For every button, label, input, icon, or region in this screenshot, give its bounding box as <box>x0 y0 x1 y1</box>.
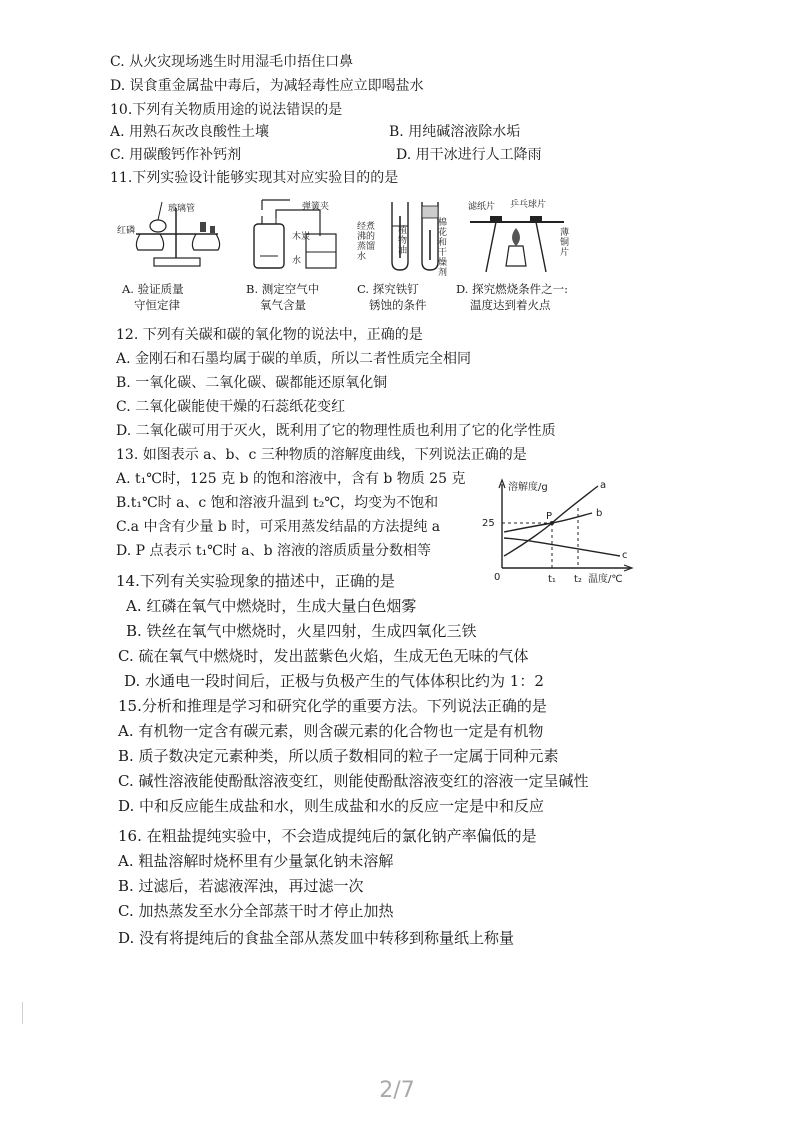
q11-c-caption-1: C. 探究铁钉 <box>357 282 419 296</box>
q9-option-c: C. 从火灾现场逃生时用湿毛巾捂住口鼻 <box>110 54 354 70</box>
q16-option-b: B. 过滤后，若滤液浑浊，再过滤一次 <box>118 877 364 895</box>
graph-origin: 0 <box>494 572 501 583</box>
page-indicator: 2/7 <box>379 1078 415 1103</box>
q11-a-label-phosphorus: 红磷 <box>117 226 136 236</box>
q15-option-d: D. 中和反应能生成盐和水，则生成盐和水的反应一定是中和反应 <box>118 797 545 815</box>
q10-stem: 10.下列有关物质用途的说法错误的是 <box>110 102 343 118</box>
q13-solubility-graph <box>480 474 640 592</box>
q11-d-caption-1: D. 探究燃烧条件之一: <box>456 282 568 296</box>
q16-stem: 16. 在粗盐提纯实验中，不会造成提纯后的氯化钠产率偏低的是 <box>118 827 537 845</box>
q13-option-d: D. P 点表示 t₁℃时 a、b 溶液的溶质质量分数相等 <box>116 543 432 559</box>
q14-option-c: C. 硫在氧气中燃烧时，发出蓝紫色火焰，生成无色无味的气体 <box>118 647 529 665</box>
q10-option-a: A. 用熟石灰改良酸性土壤 <box>110 124 270 140</box>
q11-c-label-cotton-desiccant: 棉花和干燥剂 <box>438 218 448 278</box>
graph-ylabel: 溶解度/g <box>508 482 548 493</box>
q12-option-c: C. 二氧化碳能使干燥的石蕊纸花变红 <box>116 399 346 415</box>
q12-option-a: A. 金刚石和石墨均属于碳的单质，所以二者性质完全相同 <box>116 351 472 367</box>
q14-option-a: A. 红磷在氧气中燃烧时，生成大量白色烟雾 <box>126 597 417 615</box>
q15-stem: 15.分析和推理是学习和研究化学的重要方法。下列说法正确的是 <box>118 697 547 715</box>
q11-b-caption-2: 氧气含量 <box>260 298 306 312</box>
q11-c-label-boiled-water: 经煮沸的蒸馏水 <box>357 222 376 262</box>
q15-option-c: C. 碱性溶液能使酚酞溶液变红，则能使酚酞溶液变红的溶液一定呈碱性 <box>118 772 589 790</box>
q11-c-label-oil: 植物油 <box>398 226 408 256</box>
graph-point-p: P <box>546 511 553 522</box>
q11-d-caption-2: 温度达到着火点 <box>470 298 551 312</box>
q11-d-label-filter-paper: 滤纸片 <box>468 202 496 212</box>
q10-option-c: C. 用碳酸钙作补钙剂 <box>110 147 242 163</box>
graph-curve-c-label: c <box>622 550 628 561</box>
q12-stem: 12. 下列有关碳和碳的氧化物的说法中，正确的是 <box>116 327 423 343</box>
q13-option-c: C.a 中含有少量 b 时，可采用蒸发结晶的方法提纯 a <box>116 519 441 535</box>
q16-option-c: C. 加热蒸发至水分全部蒸干时才停止加热 <box>118 902 394 920</box>
q11-b-label-charcoal: 木炭 <box>292 232 311 242</box>
q11-d-label-copper: 薄铜片 <box>560 228 570 258</box>
q10-option-b: B. 用纯碱溶液除水垢 <box>389 124 521 140</box>
q12-option-d: D. 二氧化碳可用于灭火，既利用了它的物理性质也利用了它的化学性质 <box>116 423 556 439</box>
q11-stem: 11.下列实验设计能够实现其对应实验目的的是 <box>110 170 399 186</box>
q13-option-b: B.t₁℃时 a、c 饱和溶液升温到 t₂℃，均变为不饱和 <box>116 495 439 511</box>
q11-a-caption-2: 守恒定律 <box>134 298 180 312</box>
q11-b-caption-1: B. 测定空气中 <box>246 282 320 296</box>
q16-option-a: A. 粗盐溶解时烧杯里有少量氯化钠未溶解 <box>118 852 394 870</box>
q11-d-label-pingpong: 乒乓球片 <box>510 200 547 210</box>
q11-c-caption-2: 锈蚀的条件 <box>369 298 427 312</box>
q13-stem: 13. 如图表示 a、b、c 三种物质的溶解度曲线，下列说法正确的是 <box>116 447 527 463</box>
q11-b-label-clip: 弹簧夹 <box>302 202 330 212</box>
graph-ytick-25: 25 <box>482 518 495 529</box>
q15-option-b: B. 质子数决定元素种类，所以质子数相同的粒子一定属于同种元素 <box>118 747 559 765</box>
q9-option-d: D. 误食重金属盐中毒后，为减轻毒性应立即喝盐水 <box>110 78 424 94</box>
q14-option-d: D. 水通电一段时间后，正极与负极产生的气体体积比约为 1：2 <box>124 672 544 690</box>
q11-b-label-water: 水 <box>292 256 302 266</box>
q13-option-a: A. t₁℃时，125 克 b 的饱和溶液中，含有 b 物质 25 克 <box>116 471 466 487</box>
q15-option-a: A. 有机物一定含有碳元素，则含碳元素的化合物也一定是有机物 <box>118 722 544 740</box>
q14-option-b: B. 铁丝在氧气中燃烧时，火星四射，生成四氧化三铁 <box>126 622 477 640</box>
q16-option-d: D. 没有将提纯后的食盐全部从蒸发皿中转移到称量纸上称量 <box>118 929 515 947</box>
graph-curve-a-label: a <box>600 480 607 491</box>
q14-stem: 14.下列有关实验现象的描述中，正确的是 <box>116 572 395 590</box>
q10-option-d: D. 用干冰进行人工降雨 <box>396 147 542 163</box>
q11-a-caption-1: A. 验证质量 <box>122 282 184 296</box>
q11-a-label-tube: 玻璃管 <box>168 204 196 214</box>
margin-mark <box>22 1002 23 1024</box>
q12-option-b: B. 一氧化碳、二氧化碳、碳都能还原氧化铜 <box>116 375 388 391</box>
graph-t1: t₁ <box>548 574 556 585</box>
graph-xlabel: 温度/℃ <box>588 574 623 585</box>
graph-curve-b-label: b <box>596 508 603 519</box>
graph-t2: t₂ <box>574 574 582 585</box>
